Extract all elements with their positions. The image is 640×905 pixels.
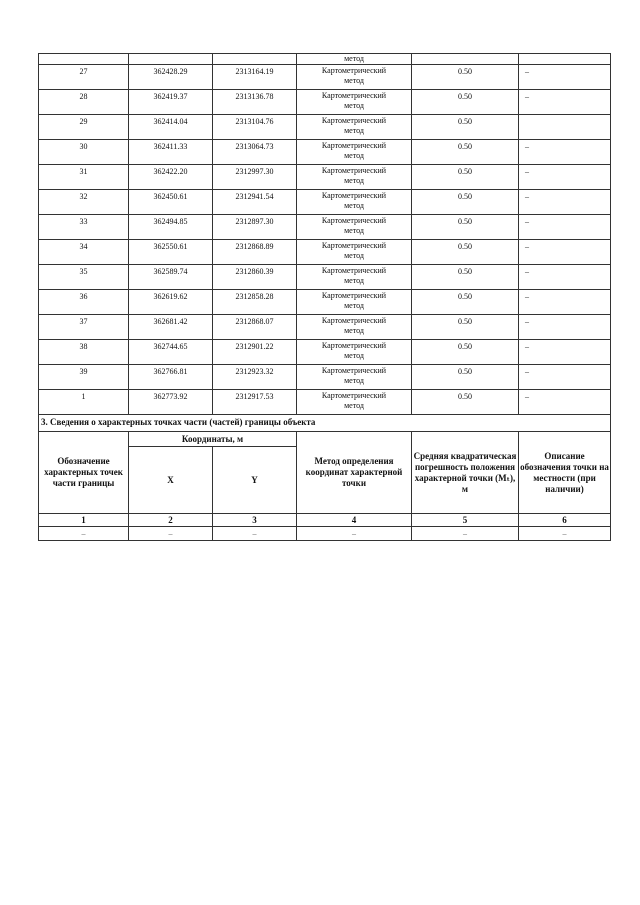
method-line-1: Картометрический [321, 216, 387, 225]
accuracy-cell: 0.50 [412, 290, 519, 315]
method-line-1: Картометрический [321, 366, 387, 375]
column-number: 2 [129, 514, 213, 527]
method-line-2: метод [344, 276, 364, 285]
method-line-2: метод [344, 351, 364, 360]
method-line-1: Картометрический [321, 316, 387, 325]
header-coordinates: Координаты, м [129, 432, 297, 447]
description-cell: – [519, 265, 611, 290]
x-coordinate-cell: 362619.62 [129, 290, 213, 315]
x-coordinate-cell: 362589.74 [129, 265, 213, 290]
column-number: 6 [519, 514, 611, 527]
column-number: 4 [297, 514, 412, 527]
x-coordinate-cell: 362450.61 [129, 190, 213, 215]
description-cell: – [519, 240, 611, 265]
method-line-1: Картометрический [321, 241, 387, 250]
table-row [39, 315, 611, 340]
description-cell: – [519, 65, 611, 90]
point-number-cell: 32 [39, 190, 129, 215]
boundary-points-table [38, 53, 611, 541]
x-coordinate-cell: 362550.61 [129, 240, 213, 265]
description-cell [519, 115, 611, 140]
y-coordinate-cell: 2313064.73 [213, 140, 297, 165]
point-number-cell: 31 [39, 165, 129, 190]
accuracy-cell: 0.50 [412, 315, 519, 340]
method-line-1: Картометрический [321, 166, 387, 175]
table-row [39, 390, 611, 415]
section-3-title-row [39, 415, 611, 432]
method-line-1: Картометрический [321, 391, 387, 400]
accuracy-cell: 0.50 [412, 390, 519, 415]
method-cell [297, 115, 412, 140]
empty-cell: – [39, 527, 129, 541]
point-number-cell: 29 [39, 115, 129, 140]
description-cell: – [519, 190, 611, 215]
accuracy-cell: 0.50 [412, 265, 519, 290]
y-coordinate-cell: 2312868.89 [213, 240, 297, 265]
table-row [39, 90, 611, 115]
method-cell [297, 90, 412, 115]
accuracy-cell: 0.50 [412, 165, 519, 190]
description-cell: – [519, 390, 611, 415]
method-cell [297, 165, 412, 190]
x-coordinate-cell: 362419.37 [129, 90, 213, 115]
description-cell: – [519, 215, 611, 240]
method-line-2: метод [344, 301, 364, 310]
header-row-1 [39, 432, 611, 447]
description-cell: – [519, 165, 611, 190]
empty-data-row [39, 527, 611, 541]
point-number-cell: 30 [39, 140, 129, 165]
empty-cell: – [412, 527, 519, 541]
y-coordinate-cell: 2312917.53 [213, 390, 297, 415]
header-x: X [129, 447, 213, 514]
method-line-2: метод [344, 326, 364, 335]
accuracy-cell: 0.50 [412, 240, 519, 265]
point-number-cell: 39 [39, 365, 129, 390]
method-line-2: метод [344, 176, 364, 185]
table-row [39, 340, 611, 365]
method-cell [297, 190, 412, 215]
point-number-cell: 36 [39, 290, 129, 315]
header-description: Описание обозначения точки на местности (при наличии) [519, 432, 611, 514]
table-row [39, 165, 611, 190]
column-number: 3 [213, 514, 297, 527]
table-cell [412, 54, 519, 65]
method-cell [297, 340, 412, 365]
method-line-2: метод [344, 201, 364, 210]
method-line-2: метод [344, 401, 364, 410]
description-cell: – [519, 340, 611, 365]
method-cell [297, 240, 412, 265]
point-number-cell: 33 [39, 215, 129, 240]
description-cell: – [519, 140, 611, 165]
accuracy-cell: 0.50 [412, 65, 519, 90]
document-page [38, 53, 610, 541]
x-coordinate-cell: 362422.20 [129, 165, 213, 190]
y-coordinate-cell: 2312868.07 [213, 315, 297, 340]
method-line-1: Картометрический [321, 116, 387, 125]
table-row [39, 115, 611, 140]
table-cell [519, 54, 611, 65]
table-row [39, 215, 611, 240]
point-number-cell: 34 [39, 240, 129, 265]
column-number: 5 [412, 514, 519, 527]
header-y: Y [213, 447, 297, 514]
y-coordinate-cell: 2313104.76 [213, 115, 297, 140]
method-cell: метод [297, 54, 412, 65]
empty-cell: – [213, 527, 297, 541]
point-number-cell: 27 [39, 65, 129, 90]
accuracy-cell: 0.50 [412, 190, 519, 215]
y-coordinate-cell: 2313164.19 [213, 65, 297, 90]
description-cell: – [519, 315, 611, 340]
table-row [39, 290, 611, 315]
table-cell [39, 54, 129, 65]
header-point-designation: Обозначение характерных точек части границы [39, 432, 129, 514]
method-line-2: метод [344, 151, 364, 160]
method-line-1: Картометрический [321, 341, 387, 350]
table-row [39, 265, 611, 290]
table-row-continued [39, 54, 611, 65]
header-accuracy: Средняя квадратическая погрешность положения характерной точки (Mₜ), м [412, 432, 519, 514]
method-line-1: Картометрический [321, 191, 387, 200]
description-cell: – [519, 90, 611, 115]
point-number-cell: 38 [39, 340, 129, 365]
method-line-2: метод [344, 226, 364, 235]
header-method: Метод определения координат характерной точки [297, 432, 412, 514]
method-cell [297, 65, 412, 90]
x-coordinate-cell: 362428.29 [129, 65, 213, 90]
y-coordinate-cell: 2312858.28 [213, 290, 297, 315]
accuracy-cell: 0.50 [412, 340, 519, 365]
table-row [39, 190, 611, 215]
method-line-1: Картометрический [321, 66, 387, 75]
method-cell [297, 290, 412, 315]
x-coordinate-cell: 362744.65 [129, 340, 213, 365]
point-number-cell: 35 [39, 265, 129, 290]
y-coordinate-cell: 2313136.78 [213, 90, 297, 115]
method-line-1: Картометрический [321, 91, 387, 100]
point-number-cell: 28 [39, 90, 129, 115]
method-cell [297, 365, 412, 390]
section-3-title: 3. Сведения о характерных точках части (частей) границы объекта [39, 415, 611, 432]
empty-cell: – [297, 527, 412, 541]
table-cell [213, 54, 297, 65]
table-row [39, 240, 611, 265]
y-coordinate-cell: 2312997.30 [213, 165, 297, 190]
y-coordinate-cell: 2312923.32 [213, 365, 297, 390]
y-coordinate-cell: 2312897.30 [213, 215, 297, 240]
y-coordinate-cell: 2312941.54 [213, 190, 297, 215]
method-line-1: Картометрический [321, 141, 387, 150]
table-row [39, 65, 611, 90]
x-coordinate-cell: 362411.33 [129, 140, 213, 165]
accuracy-cell: 0.50 [412, 140, 519, 165]
x-coordinate-cell: 362414.04 [129, 115, 213, 140]
table-cell [129, 54, 213, 65]
table-row [39, 365, 611, 390]
method-cell [297, 215, 412, 240]
x-coordinate-cell: 362766.81 [129, 365, 213, 390]
table-row [39, 140, 611, 165]
y-coordinate-cell: 2312860.39 [213, 265, 297, 290]
accuracy-cell: 0.50 [412, 365, 519, 390]
accuracy-cell: 0.50 [412, 90, 519, 115]
method-cell [297, 140, 412, 165]
method-cell [297, 390, 412, 415]
x-coordinate-cell: 362494.85 [129, 215, 213, 240]
method-cell [297, 265, 412, 290]
method-cell [297, 315, 412, 340]
point-number-cell: 37 [39, 315, 129, 340]
x-coordinate-cell: 362681.42 [129, 315, 213, 340]
description-cell: – [519, 365, 611, 390]
description-cell: – [519, 290, 611, 315]
column-number: 1 [39, 514, 129, 527]
method-line-2: метод [344, 101, 364, 110]
method-line-1: Картометрический [321, 291, 387, 300]
method-line-2: метод [344, 126, 364, 135]
empty-cell: – [129, 527, 213, 541]
accuracy-cell: 0.50 [412, 215, 519, 240]
method-line-2: метод [344, 76, 364, 85]
column-numbers-row [39, 514, 611, 527]
empty-cell: – [519, 527, 611, 541]
method-line-1: Картометрический [321, 266, 387, 275]
point-number-cell: 1 [39, 390, 129, 415]
y-coordinate-cell: 2312901.22 [213, 340, 297, 365]
method-line-2: метод [344, 376, 364, 385]
method-line-2: метод [344, 251, 364, 260]
x-coordinate-cell: 362773.92 [129, 390, 213, 415]
accuracy-cell: 0.50 [412, 115, 519, 140]
